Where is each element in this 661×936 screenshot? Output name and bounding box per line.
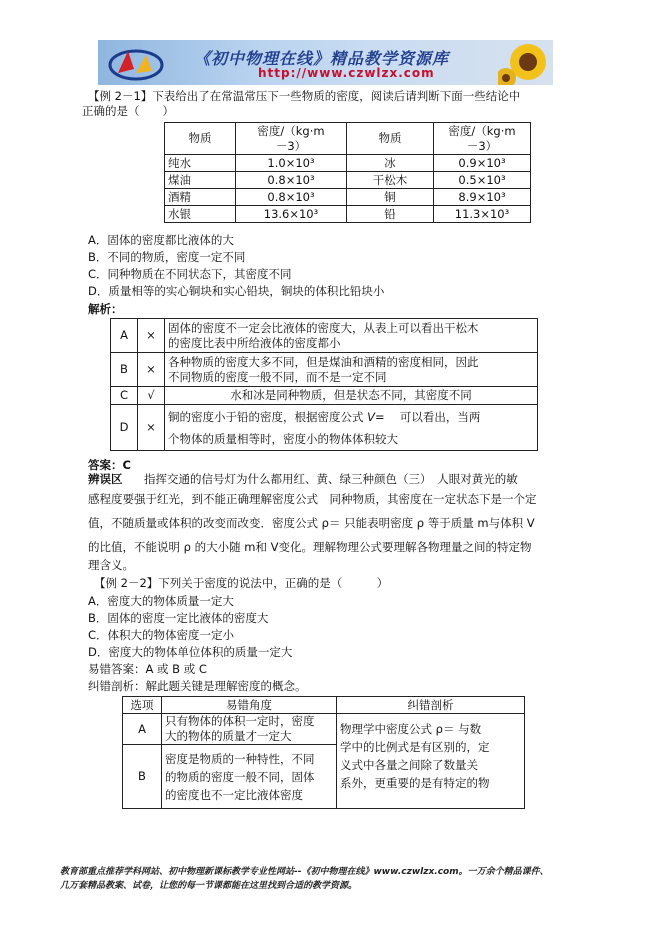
ex1-question-line2: 正确的是（ ） [82, 104, 174, 118]
mistake-line3: 值，不随质量或体积的改变而改变．密度公式 ρ＝ 只能表明密度 ρ 等于质量 m与体积 V [88, 516, 535, 530]
table-cell: D [111, 405, 138, 451]
table-cell: × [138, 353, 165, 387]
ex2-correction: 纠错剖析：解此题关键是理解密度的概念。 [88, 679, 307, 693]
ex2-option-a: A．密度大的物体质量一定大 [88, 594, 234, 608]
table-cell: C [111, 387, 138, 405]
table-cell: 0.8×10³ [236, 172, 347, 189]
table-cell: × [138, 405, 165, 451]
table-cell: 物理学中密度公式 ρ＝ 与数 学中的比例式是有区别的，定 义式中各量之间除了数量关 系外，更重要的是有特定的物 [337, 714, 525, 809]
footer-line2: 几万套精品教案、试卷，让您的每一节课都能在这里找到合适的教学资源。 [60, 881, 358, 891]
table-cell: 煤油 [165, 172, 236, 189]
table-header: 密度/（kg·m －3） [236, 123, 347, 155]
table-row [123, 697, 525, 714]
ex1-answer: 答案：C [88, 458, 131, 472]
table-cell: 铜 [347, 189, 434, 206]
table-cell: 水和冰是同种物质，但是状态不同，其密度不同 [165, 387, 538, 405]
table-cell: A [123, 714, 162, 745]
table-row [165, 189, 531, 206]
table-cell: 0.8×10³ [236, 189, 347, 206]
table-cell: 1.0×10³ [236, 155, 347, 172]
table-cell: B [123, 745, 162, 809]
table-header: 密度/（kg·m －3） [434, 123, 531, 155]
table-cell: √ [138, 387, 165, 405]
ex1-option-d: D．质量相等的实心铜块和实心铅块，铜块的体积比铅块小 [88, 284, 385, 298]
correction-table [122, 696, 525, 809]
ex1-question-line1: 【例 2－1】下表给出了在常温常压下一些物质的密度，阅读后请判断下面一些结论中 [88, 89, 521, 103]
mistake-line2: 感程度要强于红光，到不能正确理解密度公式 同种物质，其密度在一定状态下是一个定 [88, 492, 537, 506]
footer-line1: 教育部重点推荐学科网站、初中物理新课标教学专业性网站--《初中物理在线》www.czwlzx.com。一万余个精品课件、 [60, 867, 549, 877]
table-cell: 0.9×10³ [434, 155, 531, 172]
table-cell: 纯水 [165, 155, 236, 172]
table-cell: A [111, 319, 138, 353]
mistake-line4: 的比值，不能说明 ρ 的大小随 m和 V变化。理解物理公式要理解各物理量之间的特定物 [88, 540, 532, 554]
header-banner [98, 40, 553, 85]
table-row [111, 319, 538, 353]
table-row [165, 206, 531, 223]
table-cell: 水银 [165, 206, 236, 223]
table-cell: 各种物质的密度大多不同，但是煤油和酒精的密度相同，因此 不同物质的密度一般不同，而不是一定不同 [165, 353, 538, 387]
table-cell: 铅 [347, 206, 434, 223]
table-row [165, 155, 531, 172]
table-row [123, 714, 525, 745]
ex2-option-b: B．固体的密度一定比液体的密度大 [88, 611, 269, 625]
banner-title: 《初中物理在线》精品教学资源库 [194, 49, 450, 68]
ex2-question: 【例 2－2】下列关于密度的说法中，正确的是（ ） [94, 576, 389, 590]
table-header: 纠错剖析 [337, 697, 525, 714]
ex1-option-c: C．同种物质在不同状态下，其密度不同 [88, 267, 292, 281]
ex1-option-a: A．固体的密度都比液体的大 [88, 233, 234, 247]
banner-url[interactable]: http://www.czwlzx.com [258, 66, 435, 80]
table-cell: 冰 [347, 155, 434, 172]
table-header: 物质 [165, 123, 236, 155]
table-header: 选项 [123, 697, 162, 714]
ex2-option-d: D．密度大的物体单位体积的质量一定大 [88, 645, 293, 659]
site-logo-icon [106, 43, 166, 83]
table-cell: 干松木 [347, 172, 434, 189]
table-row [111, 353, 538, 387]
table-cell: 8.9×10³ [434, 189, 531, 206]
table-header: 物质 [347, 123, 434, 155]
table-cell: 固体的密度不一定会比液体的密度大，从表上可以看出干松木 的密度比表中所给液体的密度都小 [165, 319, 538, 353]
table-row [111, 405, 538, 451]
sunflower-icon [498, 40, 553, 85]
ex2-wrong-answer: 易错答案：A 或 B 或 C [88, 662, 207, 676]
table-cell: B [111, 353, 138, 387]
density-table [164, 122, 531, 223]
table-row [111, 387, 538, 405]
mistake-label: 辨误区 [88, 472, 123, 486]
table-cell: 铜的密度小于铅的密度，根据密度公式 V= 可以看出，当两 个物体的质量相等时，密度小的物体体积较大 [165, 405, 538, 451]
table-cell: × [138, 319, 165, 353]
mistake-line1: 指挥交通的信号灯为什么都用红、黄、绿三种颜色（三） 人眼对黄光的敏 [144, 472, 518, 486]
analysis-label: 解析： [88, 302, 123, 316]
analysis-table [110, 318, 538, 451]
table-cell: 密度是物质的一种特性，不同 的物质的密度一般不同，固体 的密度也不一定比液体密度 [162, 745, 337, 809]
mistake-line5: 理含义。 [88, 558, 134, 572]
table-header: 易错角度 [162, 697, 337, 714]
table-cell: 酒精 [165, 189, 236, 206]
table-cell: 11.3×10³ [434, 206, 531, 223]
ex1-option-b: B．不同的物质，密度一定不同 [88, 250, 246, 264]
table-row [165, 172, 531, 189]
table-cell: 13.6×10³ [236, 206, 347, 223]
table-cell: 0.5×10³ [434, 172, 531, 189]
ex2-option-c: C．体积大的物体密度一定小 [88, 628, 235, 642]
table-cell: 只有物体的体积一定时，密度 大的物体的质量才一定大 [162, 714, 337, 745]
